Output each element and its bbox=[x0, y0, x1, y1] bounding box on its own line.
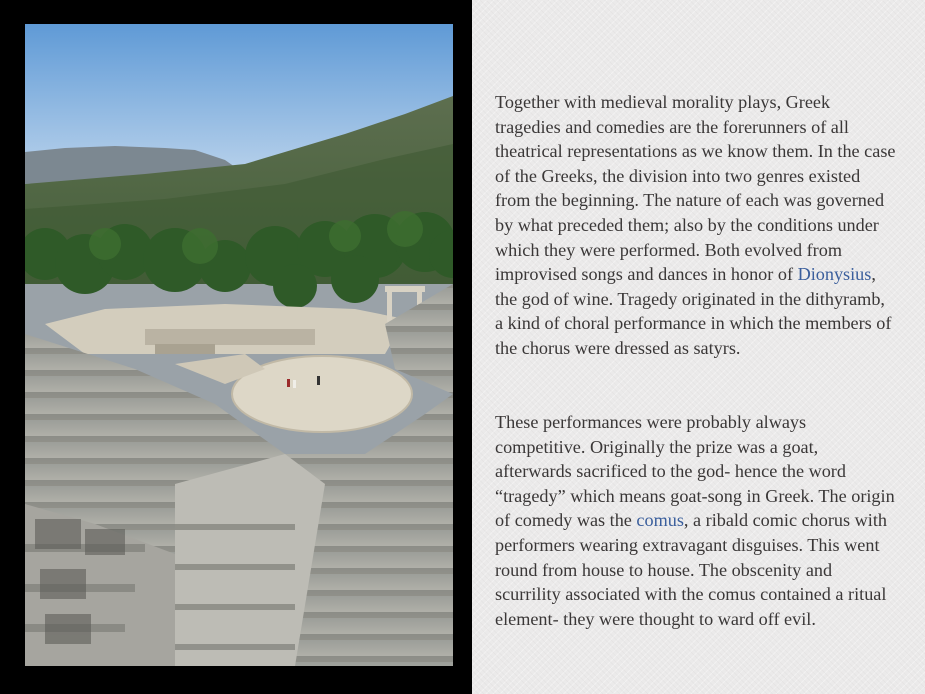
text-panel bbox=[472, 0, 925, 694]
paragraph-1-text-start: Together with medieval morality plays, Greek tragedies and comedies are the forerunners of all theatrical representations as we know them. In the case of the Greeks, the division into two genres existed from the beginning. The nature of each was governed by what preceded them; also by the conditions under which they were performed. Both evolved from improvised songs and dances in honor of bbox=[495, 92, 896, 285]
paragraph-1-text-end: , the god of wine. Tragedy originated in the dithyramb, a kind of choral performance in which the members of the chorus were dressed as satyrs. bbox=[495, 264, 892, 358]
theatre-photo bbox=[25, 24, 453, 666]
dionysius-link[interactable]: Dionysius bbox=[797, 264, 872, 285]
paragraph-2-text-start: These performances were probably always competitive. Originally the prize was a goat, afterwards sacrificed to the god- hence the word “tragedy” which means goat-song in Greek. The origin of comedy was the bbox=[495, 412, 895, 531]
paragraph-2-text-end: , a ribald comic chorus with performers wearing extravagant disguises. This went round from house to house. The obscenity and scurrility associated with the comus contained a ritual element- they were thought to ward off evil. bbox=[495, 510, 887, 629]
paragraph-origins bbox=[495, 90, 897, 361]
comus-link[interactable]: comus bbox=[636, 510, 684, 531]
paragraph-competition bbox=[495, 410, 897, 631]
